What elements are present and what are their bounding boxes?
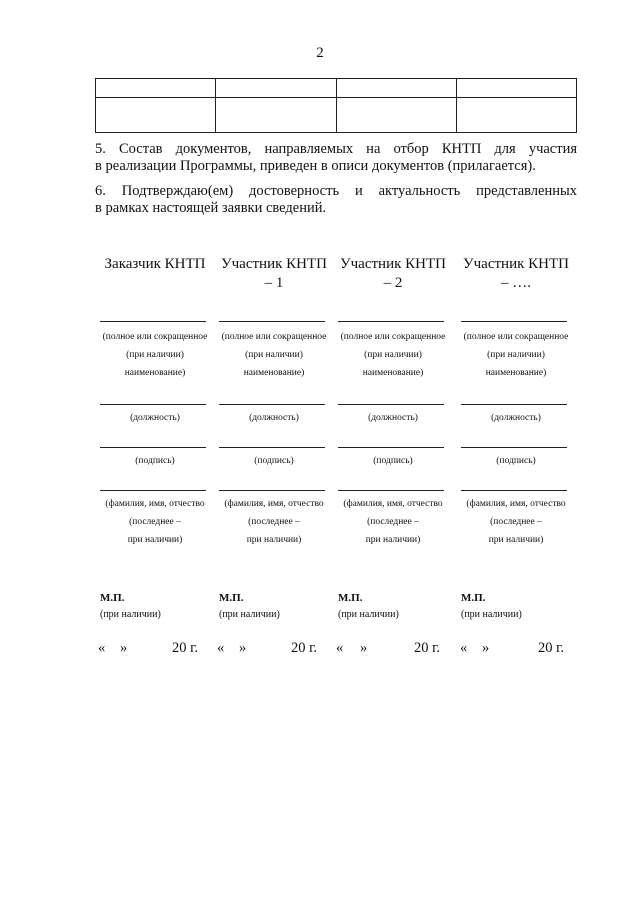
fio-label-2: (последнее – bbox=[367, 517, 419, 527]
quote-close: » bbox=[482, 640, 490, 656]
year-label: 20 г. bbox=[414, 640, 441, 656]
seal-label: М.П. bbox=[338, 592, 363, 604]
fio-label-3: при наличии) bbox=[246, 535, 302, 545]
fio-line bbox=[461, 490, 567, 491]
seal-label: М.П. bbox=[219, 592, 244, 604]
table-cell bbox=[216, 98, 336, 133]
table-cell bbox=[96, 79, 216, 98]
fio-label-2: (последнее – bbox=[248, 517, 300, 527]
quote-close: » bbox=[120, 640, 128, 656]
quote-close: » bbox=[239, 640, 247, 656]
position-label: (должность) bbox=[491, 413, 541, 423]
fio-label-2: (последнее – bbox=[129, 517, 181, 527]
fio-label-2: (последнее – bbox=[490, 517, 542, 527]
page-number: 2 bbox=[316, 45, 324, 61]
name-label-3: наименование) bbox=[124, 368, 186, 378]
fio-line bbox=[100, 490, 206, 491]
position-line bbox=[100, 404, 206, 405]
fio-line bbox=[219, 490, 325, 491]
quote-open: « bbox=[217, 640, 225, 656]
column-heading-suffix: – 2 bbox=[383, 275, 403, 291]
name-label-1: (полное или сокращенное bbox=[102, 332, 208, 342]
table-cell bbox=[216, 79, 336, 98]
quote-close: » bbox=[360, 640, 368, 656]
fio-label-3: при наличии) bbox=[365, 535, 421, 545]
column-heading-title: Заказчик КНТП bbox=[104, 256, 206, 272]
name-label-3: наименование) bbox=[243, 368, 305, 378]
quote-open: « bbox=[336, 640, 344, 656]
name-line bbox=[461, 321, 567, 322]
fio-label-3: при наличии) bbox=[127, 535, 183, 545]
signature-column-customer bbox=[96, 255, 214, 549]
position-label: (должность) bbox=[249, 413, 299, 423]
signature-column-participant-2 bbox=[334, 255, 452, 549]
seal-note: (при наличии) bbox=[219, 609, 280, 620]
name-line bbox=[100, 321, 206, 322]
column-heading-suffix: – …. bbox=[501, 275, 531, 291]
table-cell bbox=[96, 98, 216, 133]
paragraph-5-line-1: 5. Состав документов, направляемых на отбор КНТП для участия bbox=[95, 141, 577, 157]
seal-block-1 bbox=[100, 590, 161, 623]
fio-label-1: (фамилия, имя, отчество bbox=[224, 499, 324, 509]
signature-label: (подпись) bbox=[135, 456, 175, 466]
column-heading bbox=[334, 255, 452, 297]
name-line bbox=[338, 321, 444, 322]
fio-line bbox=[338, 490, 444, 491]
column-heading-suffix: – 1 bbox=[264, 275, 284, 291]
signature-column-participant-n bbox=[457, 255, 575, 549]
year-label: 20 г. bbox=[172, 640, 199, 656]
year-label: 20 г. bbox=[538, 640, 565, 656]
position-label: (должность) bbox=[130, 413, 180, 423]
seal-note: (при наличии) bbox=[461, 609, 522, 620]
paragraph-6 bbox=[95, 183, 577, 217]
column-heading-title: Участник КНТП bbox=[340, 256, 446, 272]
signature-label: (подпись) bbox=[254, 456, 294, 466]
seal-block-3 bbox=[338, 590, 399, 623]
quote-open: « bbox=[98, 640, 106, 656]
quote-open: « bbox=[460, 640, 468, 656]
position-label: (должность) bbox=[368, 413, 418, 423]
name-label-2: (при наличии) bbox=[364, 350, 422, 360]
name-label-2: (при наличии) bbox=[245, 350, 303, 360]
column-heading-title: Участник КНТП bbox=[463, 256, 569, 272]
table-fragment bbox=[95, 78, 577, 133]
seal-block-4 bbox=[461, 590, 522, 623]
position-line bbox=[461, 404, 567, 405]
table-cell bbox=[456, 79, 576, 98]
signature-line bbox=[100, 447, 206, 448]
seal-block-2 bbox=[219, 590, 280, 623]
signature-line bbox=[461, 447, 567, 448]
signature-column-participant-1 bbox=[215, 255, 333, 549]
table-cell bbox=[336, 79, 456, 98]
column-heading-title: Участник КНТП bbox=[221, 256, 327, 272]
table-cell bbox=[336, 98, 456, 133]
seal-note: (при наличии) bbox=[338, 609, 399, 620]
position-line bbox=[338, 404, 444, 405]
name-label-2: (при наличии) bbox=[126, 350, 184, 360]
name-label-2: (при наличии) bbox=[487, 350, 545, 360]
paragraph-5 bbox=[95, 141, 577, 175]
signature-label: (подпись) bbox=[373, 456, 413, 466]
fio-label-1: (фамилия, имя, отчество bbox=[343, 499, 443, 509]
name-label-1: (полное или сокращенное bbox=[221, 332, 327, 342]
signature-label: (подпись) bbox=[496, 456, 536, 466]
seal-label: М.П. bbox=[100, 592, 125, 604]
name-label-1: (полное или сокращенное bbox=[340, 332, 446, 342]
table-cell bbox=[456, 98, 576, 133]
paragraph-6-line-1: 6. Подтверждаю(ем) достоверность и актуальность представленных bbox=[95, 183, 577, 199]
year-label: 20 г. bbox=[291, 640, 318, 656]
fio-label-1: (фамилия, имя, отчество bbox=[466, 499, 566, 509]
position-line bbox=[219, 404, 325, 405]
column-heading bbox=[96, 255, 214, 297]
seal-label: М.П. bbox=[461, 592, 486, 604]
name-label-3: наименование) bbox=[362, 368, 424, 378]
name-label-1: (полное или сокращенное bbox=[463, 332, 569, 342]
signature-line bbox=[338, 447, 444, 448]
name-line bbox=[219, 321, 325, 322]
column-heading bbox=[457, 255, 575, 297]
paragraph-5-line-2: в реализации Программы, приведен в описи документов (прилагается). bbox=[95, 158, 536, 174]
paragraph-6-line-2: в рамках настоящей заявки сведений. bbox=[95, 200, 327, 216]
fio-label-1: (фамилия, имя, отчество bbox=[105, 499, 205, 509]
column-heading bbox=[215, 255, 333, 297]
fio-label-3: при наличии) bbox=[488, 535, 544, 545]
name-label-3: наименование) bbox=[485, 368, 547, 378]
signature-line bbox=[219, 447, 325, 448]
seal-note: (при наличии) bbox=[100, 609, 161, 620]
